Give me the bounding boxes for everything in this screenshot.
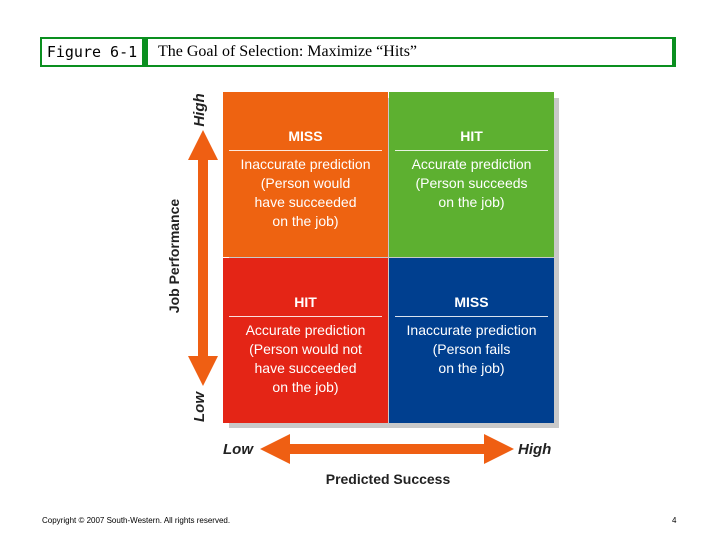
description-line: Inaccurate prediction [240, 156, 371, 172]
figure-title: The Goal of Selection: Maximize “Hits” [148, 39, 672, 65]
quadrant-top-left [223, 92, 388, 257]
description-line: (Person would not [249, 341, 362, 357]
description-line: have succeeded [254, 194, 357, 210]
quadrant-bottom-left [223, 258, 388, 423]
horizontal-arrow-icon [258, 432, 516, 466]
x-axis-high-label: High [518, 441, 552, 458]
copyright-text: Copyright © 2007 South-Western. All rights reserved. [42, 516, 231, 525]
quadrant-heading: MISS [288, 128, 323, 144]
description-line: Accurate prediction [245, 322, 366, 338]
description-line: have succeeded [254, 360, 357, 376]
vertical-arrow-icon [186, 128, 220, 388]
divider [395, 150, 548, 151]
description-line: on the job) [272, 379, 339, 395]
quadrant-bottom-right [389, 258, 554, 423]
description-line: (Person would [260, 175, 351, 191]
y-axis-high-label: High [191, 93, 208, 127]
divider [395, 316, 548, 317]
description-line: Accurate prediction [411, 156, 532, 172]
quadrant-description [391, 155, 552, 212]
quadrant-heading: MISS [454, 294, 489, 310]
quadrant-description [225, 155, 386, 231]
figure-label: Figure 6-1 [42, 39, 142, 65]
divider [229, 316, 382, 317]
slide-header [40, 37, 676, 67]
quadrant-description [391, 321, 552, 378]
page-number: 4 [672, 516, 677, 525]
quadrant-description [225, 321, 386, 397]
y-axis-low-label: Low [191, 392, 208, 422]
quadrant-heading: HIT [294, 294, 317, 310]
description-line: (Person fails [432, 341, 511, 357]
description-line: on the job) [438, 360, 505, 376]
x-axis-label: Predicted Success [325, 471, 451, 487]
description-line: Inaccurate prediction [406, 322, 537, 338]
description-line: on the job) [272, 213, 339, 229]
y-axis-label: Job Performance [166, 198, 182, 314]
description-line: on the job) [438, 194, 505, 210]
quadrant-heading: HIT [460, 128, 483, 144]
description-line: (Person succeeds [415, 175, 528, 191]
divider [229, 150, 382, 151]
quadrant-top-right [389, 92, 554, 257]
x-axis-low-label: Low [223, 441, 253, 458]
